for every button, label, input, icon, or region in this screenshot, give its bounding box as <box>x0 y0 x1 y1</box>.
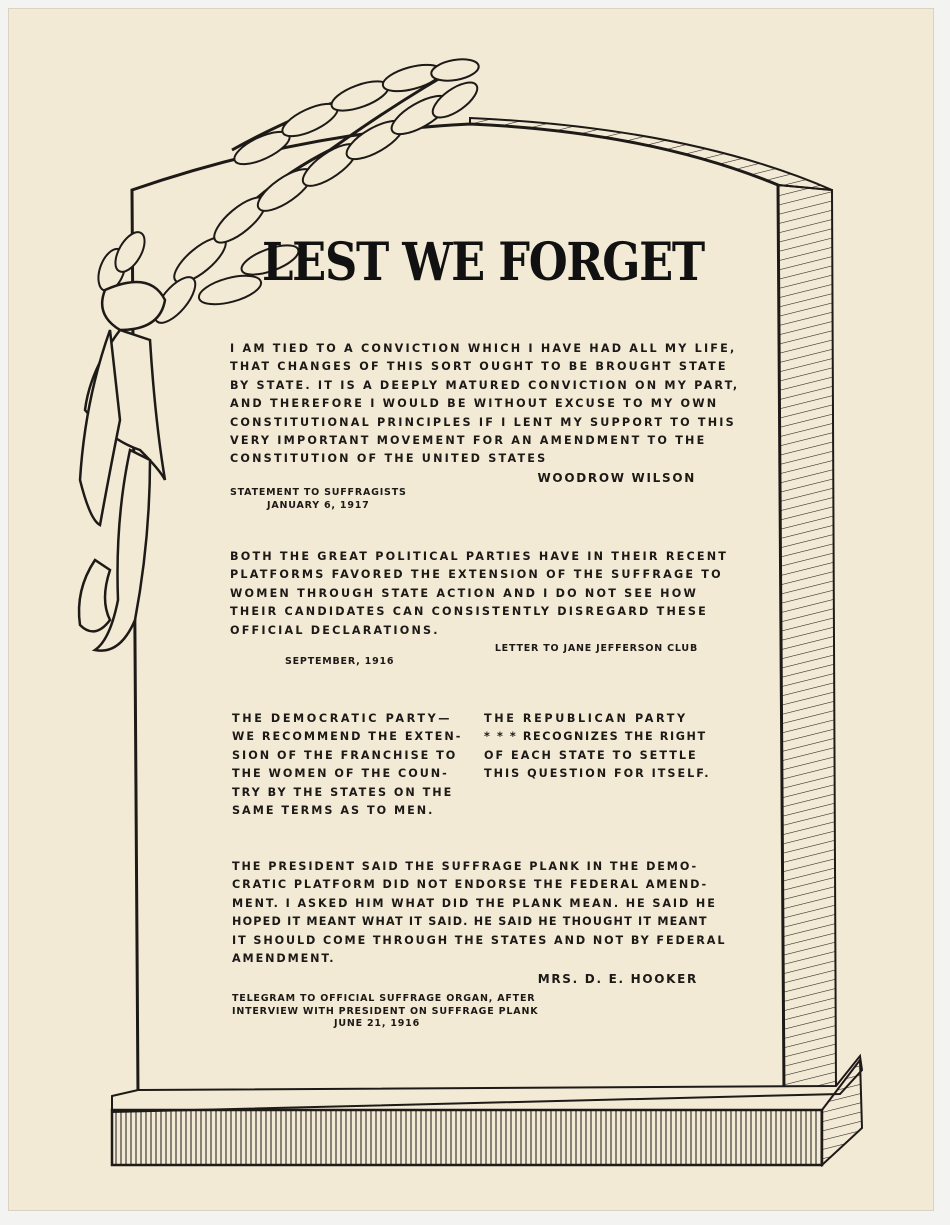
quote-line: OFFICIAL DECLARATIONS. <box>230 623 440 637</box>
platform-line: SION OF THE FRANCHISE TO <box>232 748 458 762</box>
quote-line: AMENDMENT. <box>232 952 336 966</box>
hooker-quote <box>232 858 727 968</box>
quote-line: CONSTITUTIONAL PRINCIPLES IF I LENT MY SUPPORT TO THIS <box>230 415 736 429</box>
platform-line: SAME TERMS AS TO MEN. <box>232 804 435 818</box>
hooker-signature: MRS. D. E. HOOKER <box>537 972 698 986</box>
quote-line: BOTH THE GREAT POLITICAL PARTIES HAVE IN THEIR RECENT <box>230 550 729 563</box>
wilson-signature: WOODROW WILSON <box>537 471 696 485</box>
platform-line: * * * RECOGNIZES THE RIGHT <box>484 730 707 744</box>
source-line: INTERVIEW WITH PRESIDENT ON SUFFRAGE PLANK <box>232 1005 539 1017</box>
platform-heading: THE DEMOCRATIC PARTY— <box>232 712 453 725</box>
hooker-source <box>232 993 538 1031</box>
source-line: STATEMENT TO SUFFRAGISTS <box>230 487 407 498</box>
quote-line: WOMEN THROUGH STATE ACTION AND I DO NOT SEE HOW <box>230 586 698 600</box>
platform-line: THE WOMEN OF THE COUN- <box>232 767 449 781</box>
quote-line: CRATIC PLATFORM DID NOT ENDORSE THE FEDERAL AMEND- <box>232 878 709 892</box>
wilson-source <box>230 487 407 512</box>
quote-line: PLATFORMS FAVORED THE EXTENSION OF THE SUFFRAGE TO <box>230 568 723 582</box>
page-title: LEST WE FORGET <box>262 232 704 293</box>
source-line: TELEGRAM TO OFFICIAL SUFFRAGE ORGAN, AFTER <box>232 993 536 1004</box>
quote-line: I AM TIED TO A CONVICTION WHICH I HAVE HAD ALL MY LIFE, <box>230 342 737 355</box>
platform-line: WE RECOMMEND THE EXTEN- <box>232 730 463 744</box>
source-date: JANUARY 6, 1917 <box>267 499 370 511</box>
platform-line: THIS QUESTION FOR ITSELF. <box>484 767 711 781</box>
quote-line: IT SHOULD COME THROUGH THE STATES AND NOT BY FEDERAL <box>232 933 727 947</box>
parties-letter-quote <box>230 548 729 640</box>
stone-side-face <box>778 185 836 1094</box>
republican-platform <box>484 710 711 784</box>
democratic-platform <box>232 710 463 820</box>
quote-line: THEIR CANDIDATES CAN CONSISTENTLY DISREGARD THESE <box>230 605 708 619</box>
wilson-quote <box>230 340 740 469</box>
quote-line: THE PRESIDENT SAID THE SUFFRAGE PLANK IN THE DEMO- <box>232 860 698 873</box>
quote-line: MENT. I ASKED HIM WHAT DID THE PLANK MEAN. HE SAID HE <box>232 896 717 910</box>
platform-line: OF EACH STATE TO SETTLE <box>484 748 698 762</box>
quote-line: AND THEREFORE I WOULD BE WITHOUT EXCUSE TO MY OWN <box>230 397 719 411</box>
platform-heading: THE REPUBLICAN PARTY <box>484 712 688 725</box>
source-date: JUNE 21, 1916 <box>334 1018 420 1029</box>
letter-date: SEPTEMBER, 1916 <box>285 656 395 667</box>
quote-line: BY STATE. IT IS A DEEPLY MATURED CONVICTION ON MY PART, <box>230 378 740 392</box>
quote-line: VERY IMPORTANT MOVEMENT FOR AN AMENDMENT TO THE <box>230 434 707 448</box>
quote-line: HOPED IT MEANT WHAT IT SAID. HE SAID HE THOUGHT IT MEANT <box>232 915 708 929</box>
quote-line: CONSTITUTION OF THE UNITED STATES <box>230 452 548 466</box>
stone-base-front <box>112 1110 822 1165</box>
quote-line: THAT CHANGES OF THIS SORT OUGHT TO BE BROUGHT STATE <box>230 360 728 374</box>
platform-line: TRY BY THE STATES ON THE <box>232 785 454 799</box>
letter-source: LETTER TO JANE JEFFERSON CLUB <box>494 643 698 654</box>
